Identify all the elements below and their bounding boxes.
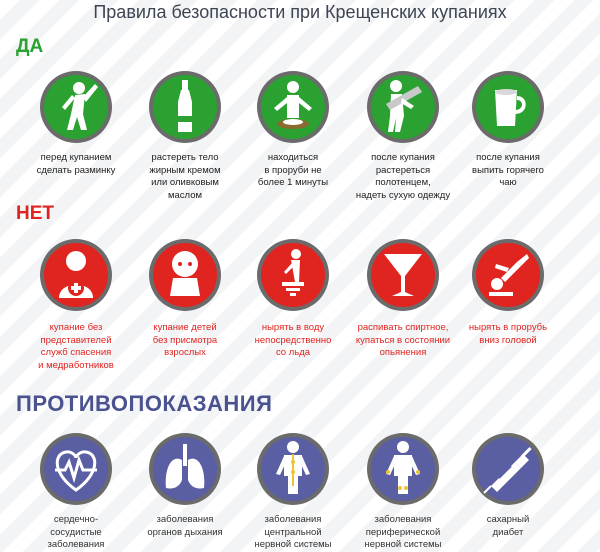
peripheral-nervous-system-icon: [366, 432, 440, 506]
child-icon: [148, 238, 222, 312]
syringe-icon: [471, 432, 545, 506]
diving-person-icon: [256, 238, 330, 312]
contra-caption-pns: заболевания периферической нервной системы: [364, 514, 442, 550]
central-nervous-system-icon: [256, 432, 330, 506]
heart-pulse-icon: [39, 432, 113, 506]
contra-caption-lungs: заболевания органов дыхания: [147, 514, 223, 538]
cream-bottle-icon: [148, 70, 222, 144]
lungs-icon: [148, 432, 222, 506]
yes-caption-towel: после купания растереться полотенцем, надеть сухую одежду: [355, 152, 451, 201]
contra-caption-heart: сердечно- сосудистые заболевания: [47, 514, 105, 550]
head-first-dive-icon: [471, 238, 545, 312]
contra-caption-cns: заболевания центральной нервной системы: [254, 514, 332, 550]
medic-missing-icon: [39, 238, 113, 312]
stretching-person-icon: [39, 70, 113, 144]
hot-drink-mug-icon: [471, 70, 545, 144]
yes-caption-cream: растереть тело жирным кремом или оливковым маслом: [149, 152, 221, 201]
person-towel-icon: [366, 70, 440, 144]
no-caption-children: купание детей без присмотра взрослых: [152, 322, 218, 358]
page-title: Правила безопасности при Крещенских купаниях: [93, 2, 507, 22]
no-caption-dive-from-ice: нырять в воду непосредственно со льда: [254, 322, 332, 358]
section-heading-contraindications: ПРОТИВОПОКАЗАНИЯ: [16, 391, 273, 416]
no-caption-medics: купание без представителей служб спасения и медработников: [38, 322, 114, 371]
section-heading-yes: ДА: [16, 36, 44, 57]
no-caption-head-first: нырять в прорубь вниз головой: [468, 322, 548, 346]
no-caption-alcohol: распивать спиртное, купаться в состоянии опьянения: [355, 322, 451, 358]
section-heading-no: НЕТ: [16, 203, 54, 224]
cocktail-glass-icon: [366, 238, 440, 312]
yes-caption-warmup: перед купанием сделать разминку: [36, 152, 116, 176]
yes-caption-hot-tea: после купания выпить горячего чаю: [472, 152, 544, 188]
person-in-ice-hole-icon: [256, 70, 330, 144]
contra-caption-diabetes: сахарный диабет: [486, 514, 530, 538]
yes-caption-time-limit: находиться в проруби не более 1 минуты: [257, 152, 329, 188]
